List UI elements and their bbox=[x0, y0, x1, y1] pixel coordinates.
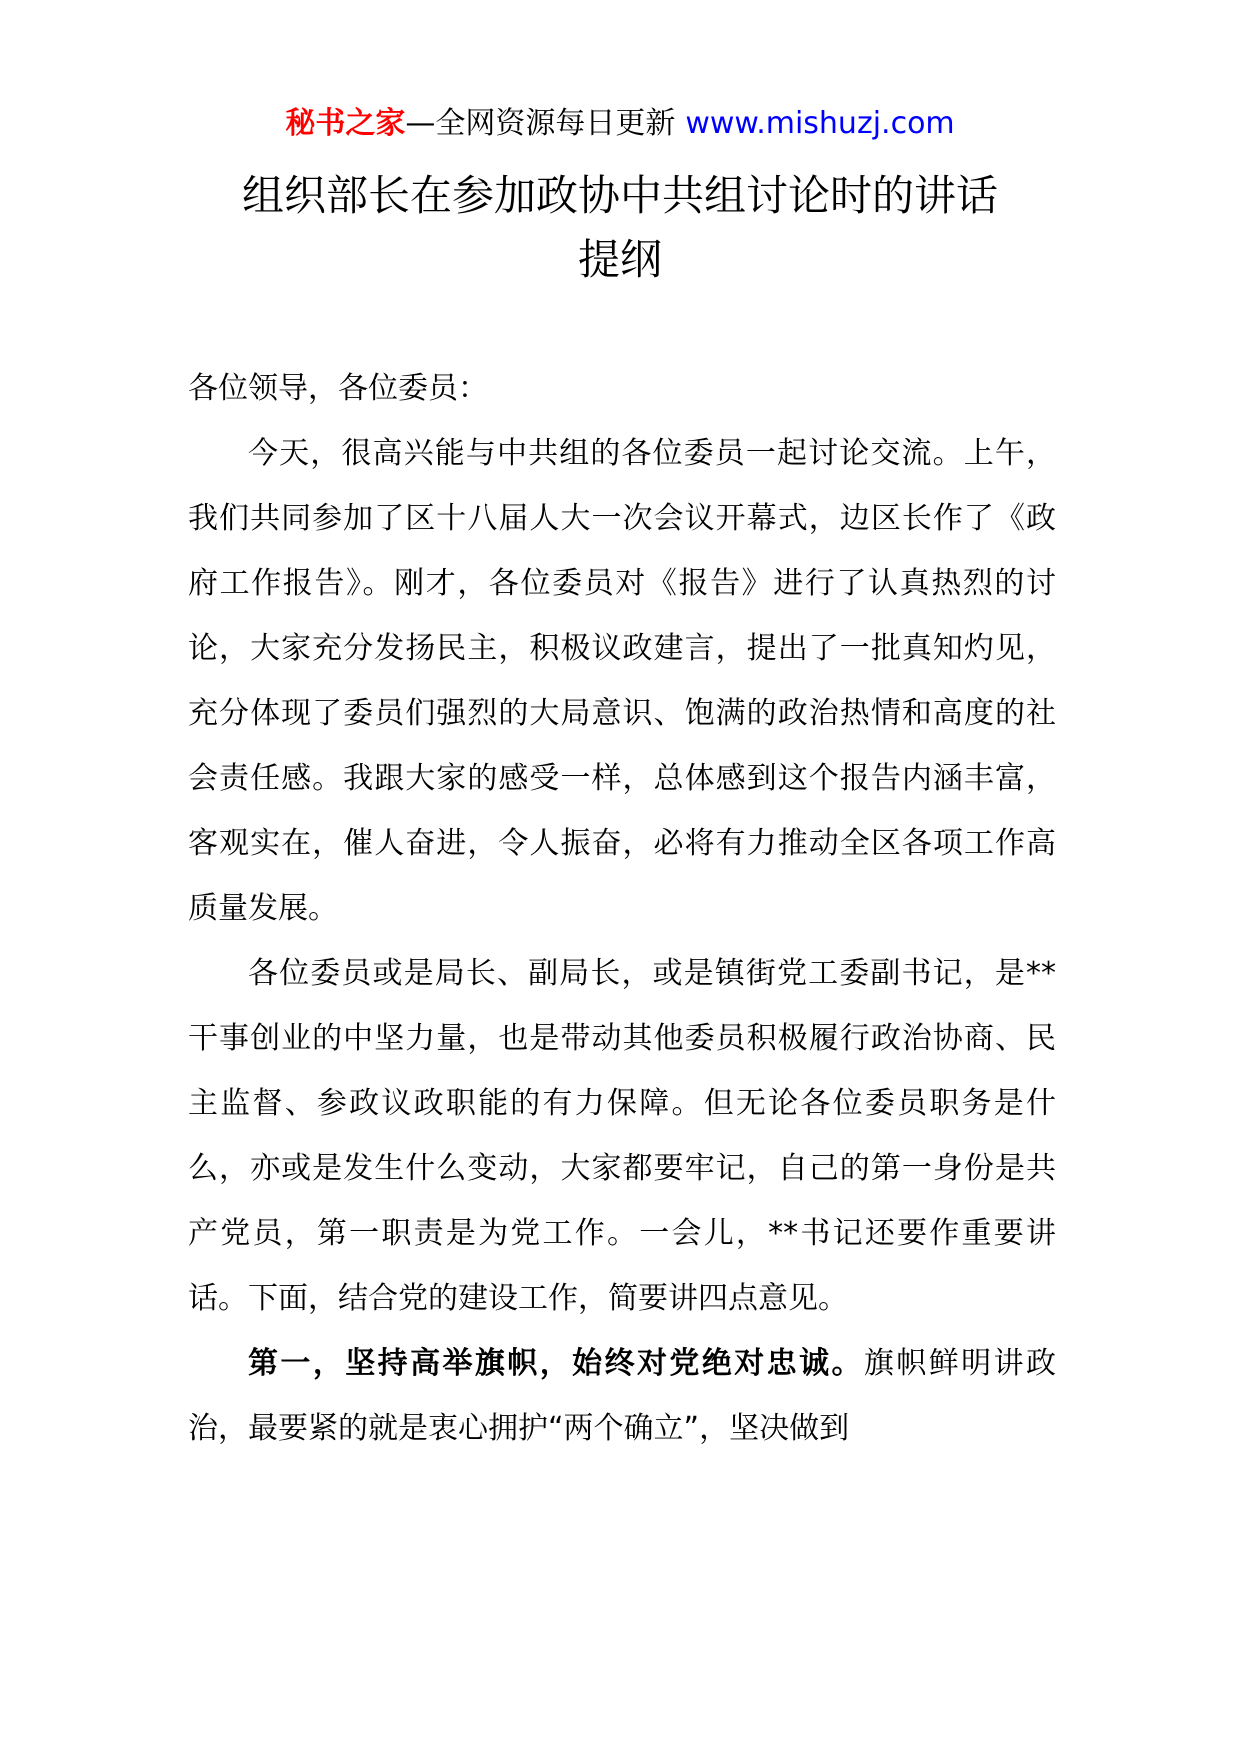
title-line-2: 提纲 bbox=[577, 235, 662, 284]
paragraph-1: 今天，很高兴能与中共组的各位委员一起讨论交流。上午，我们共同参加了区十八届人大一次会议开幕式，边区长作了《政府工作报告》。刚才，各位委员对《报告》进行了认真热烈的讨论，大家充分发扬民主，积极议政建言，提出了一批真知灼见，充分体现了委员们强烈的大局意识、饱满的政治热情和高度的社会责任感。我跟大家的感受一样，总体感到这个报告内涵丰富，客观实在，催人奋进，令人振奋，必将有力推动全区各项工作高质量发展。 bbox=[188, 436, 1056, 926]
paragraph-3 bbox=[188, 1331, 1056, 1461]
point-1-text: 旗帜鲜明讲政治，最要紧的就是衷心拥护“两个确立”，坚决做到 bbox=[188, 1346, 1057, 1446]
title-line-1: 组织部长在参加政协中共组讨论时的讲话 bbox=[241, 171, 998, 220]
point-1-heading: 第一，坚持高举旗帜，始终对党绝对忠诚。 bbox=[248, 1346, 864, 1381]
paragraph-2: 各位委员或是局长、副局长，或是镇街党工委副书记，是**干事创业的中坚力量，也是带动其他委员积极履行政治协商、民主监督、参政议政职能的有力保障。但无论各位委员职务是什么，亦或是发生什么变动，大家都要牢记，自己的第一身份是共产党员，第一职责是为党工作。一会儿，**书记还要作重要讲话。下面，结合党的建设工作，简要讲四点意见。 bbox=[188, 956, 1056, 1316]
document-title bbox=[190, 164, 1050, 292]
salutation: 各位领导，各位委员： bbox=[188, 371, 488, 406]
header-tagline: —全网资源每日更新 bbox=[405, 106, 676, 141]
site-url-link[interactable]: www.mishuzj.com bbox=[685, 106, 955, 141]
document-body bbox=[188, 356, 1056, 1461]
site-header bbox=[0, 102, 1240, 146]
brand-name: 秘书之家 bbox=[285, 106, 406, 141]
